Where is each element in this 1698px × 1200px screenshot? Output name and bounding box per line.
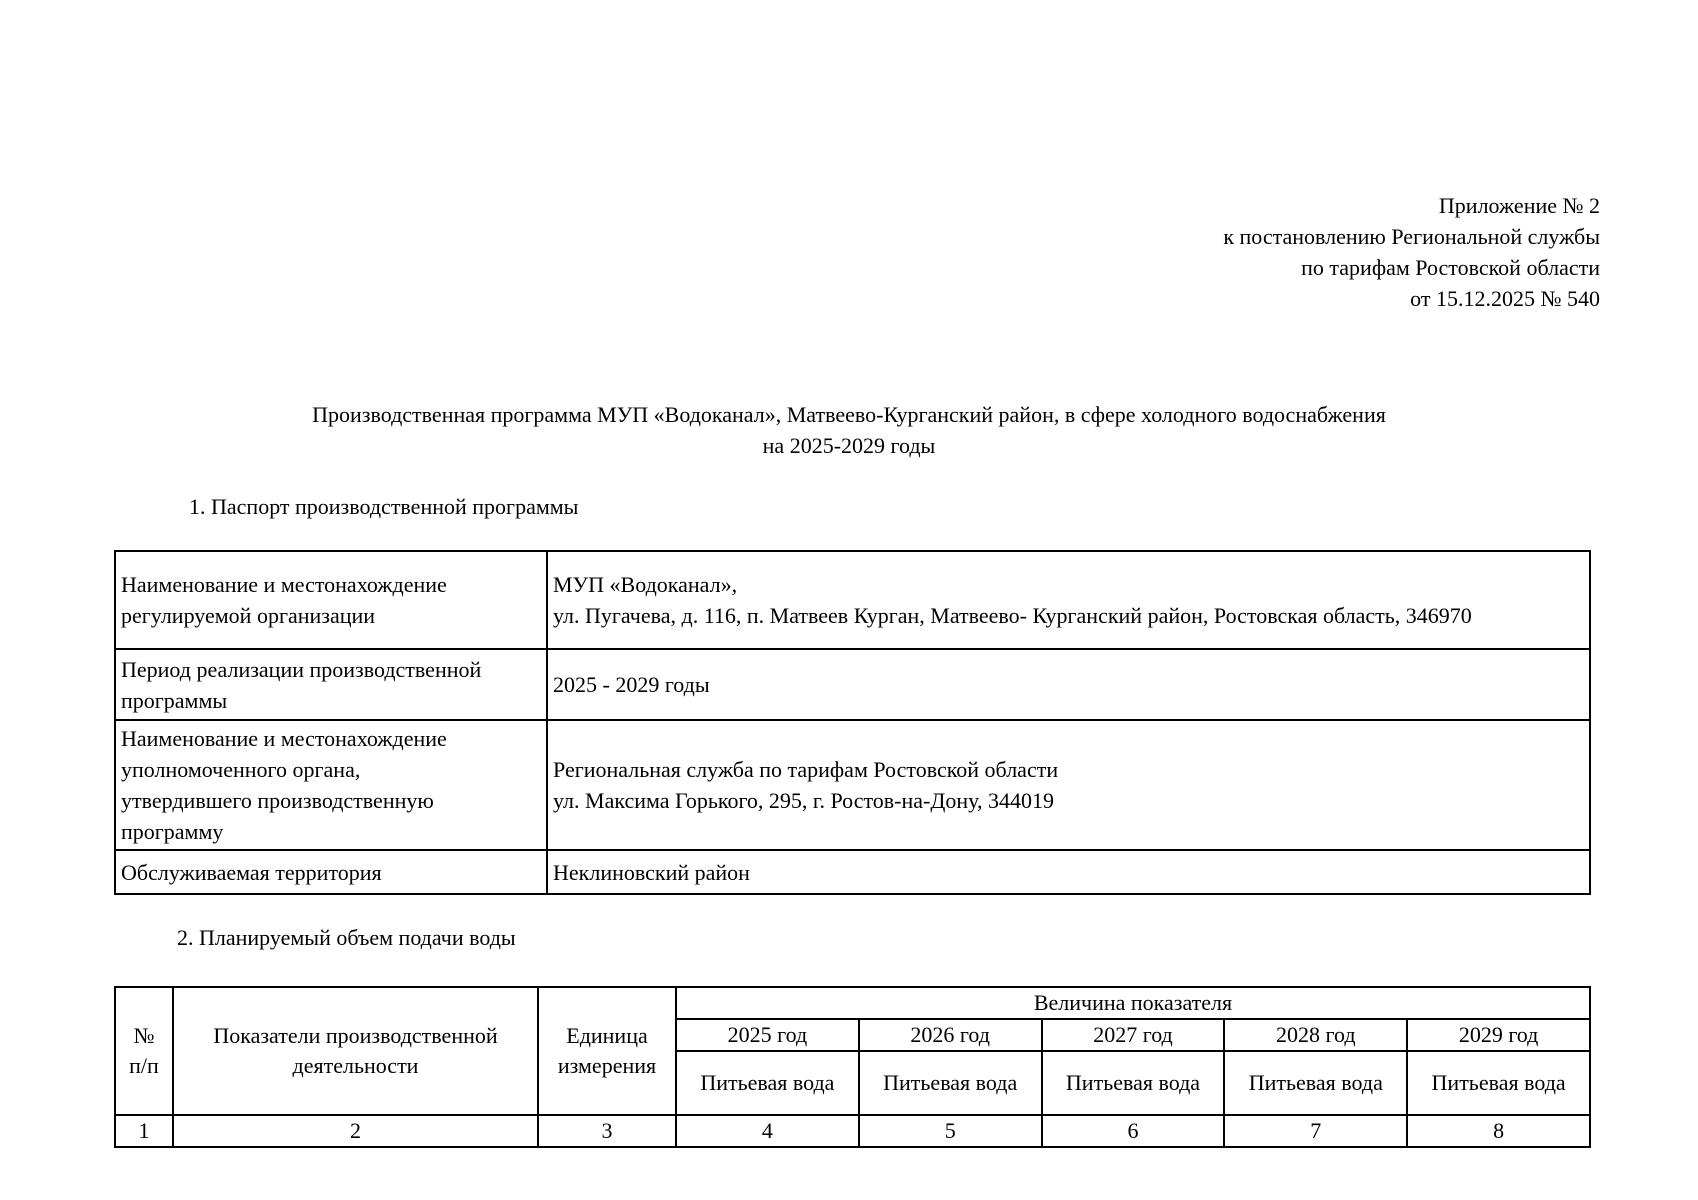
water-type-header: Питьевая вода [859,1051,1042,1115]
value-header: Величина показателя [676,987,1590,1019]
table-row [115,720,1590,850]
row-value [547,551,1590,649]
label-line: программы [121,687,228,713]
value-line: Неклиновский район [553,859,750,885]
header-line: измерения [557,1053,657,1078]
label-line: Наименование и местонахождение [121,572,447,597]
table-header-row [115,987,1590,1019]
year-header: 2028 год [1224,1019,1407,1051]
header-line: Единица [566,1023,648,1048]
value-line: ул. Максима Горького, 295, г. Ростов-на-Дону, 344019 [553,788,1054,813]
year-header: 2026 год [859,1019,1042,1051]
column-number: 1 [115,1115,173,1147]
row-label [115,649,547,720]
value-line: ул. Пугачева, д. 116, п. Матвеев Курган, Матвеево- Курганский район, Ростовская область, 346970 [553,603,1472,628]
table-row [115,850,1590,894]
appendix-line: к постановлению Региональной службы [1223,224,1600,249]
water-type-header: Питьевая вода [1407,1051,1590,1115]
row-label [115,551,547,649]
column-number: 6 [1042,1115,1225,1147]
water-type-header: Питьевая вода [1042,1051,1225,1115]
value-line: Региональная служба по тарифам Ростовской области [553,757,1059,782]
col-indicator-header [173,987,538,1115]
year-header: 2029 год [1407,1019,1590,1051]
section2-heading: 2. Планируемый объем подачи воды [177,925,516,950]
water-type-header: Питьевая вода [676,1051,859,1115]
column-number: 3 [538,1115,676,1147]
row-value [547,649,1590,720]
year-header: 2027 год [1042,1019,1225,1051]
table-row [115,551,1590,649]
row-label [115,720,547,850]
label-line: утвердившего производственную [121,788,434,813]
column-number: 2 [173,1115,538,1147]
appendix-header [1223,190,1600,314]
label-line: уполномоченного органа, [121,757,361,782]
column-number: 4 [676,1115,859,1147]
row-value [547,850,1590,894]
table-row [115,1115,1590,1147]
header-line: № [133,1023,155,1048]
label-line: программу [121,819,224,844]
appendix-line: по тарифам Ростовской области [1301,255,1600,280]
column-number: 7 [1224,1115,1407,1147]
row-label [115,850,547,894]
column-number: 5 [859,1115,1042,1147]
label-line: Наименование и местонахождение [121,726,447,751]
water-volume-table [114,986,1591,1148]
label-line: Обслуживаемая территория [121,859,382,885]
header-line: п/п [129,1053,159,1078]
table-row [115,649,1590,720]
title-line: Производственная программа МУП «Водоканал», Матвеево-Курганский район, в сфере холодного водоснабжения [312,402,1386,427]
column-number: 8 [1407,1115,1590,1147]
section1-heading: 1. Паспорт производственной программы [189,494,579,519]
header-line: Показатели производственной [213,1023,498,1048]
title-line: на 2025-2029 годы [762,433,936,458]
value-line: МУП «Водоканал», [553,572,738,597]
label-line: Период реализации производственной [121,656,482,682]
col-number-header [115,987,173,1115]
appendix-line: Приложение № 2 [1438,193,1600,218]
document-title [100,399,1598,461]
row-value [547,720,1590,850]
col-unit-header [538,987,676,1115]
value-line: 2025 - 2029 годы [553,672,710,697]
header-line: деятельности [292,1053,419,1078]
label-line: регулируемой организации [121,603,376,628]
water-type-header: Питьевая вода [1224,1051,1407,1115]
appendix-line: от 15.12.2025 № 540 [1410,286,1600,311]
passport-table [114,550,1591,895]
year-header: 2025 год [676,1019,859,1051]
